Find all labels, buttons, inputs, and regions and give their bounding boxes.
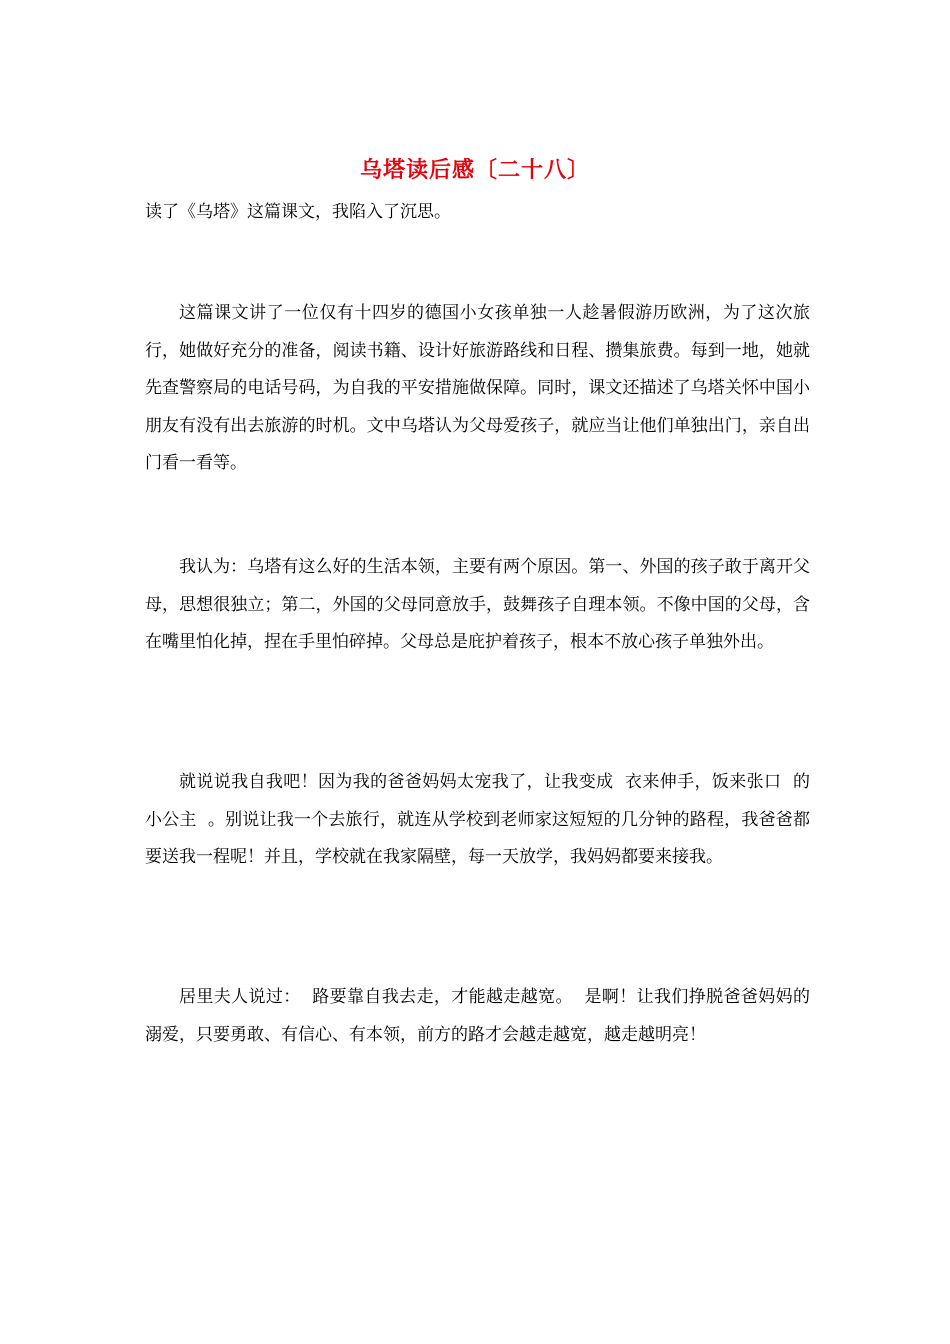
paragraph-1: 这篇课文讲了一位仅有十四岁的德国小女孩单独一人趁暑假游历欧洲，为了这次旅行，她做好充分的准备，阅读书籍、设计好旅游路线和日程、攒集旅费。每到一地，她就先查警察局的电话号码，为自我的平安措施做保障。同时，课文还描述了乌塔关怀中国小朋友有没有出去旅游的时机。文中乌塔认为父母爱孩子，就应当让他们单独出门，亲自出门看一看等。: [145, 303, 810, 473]
paragraph-2: 我认为：乌塔有这么好的生活本领，主要有两个原因。第一、外国的孩子敢于离开父母，思想很独立；第二，外国的父母同意放手，鼓舞孩子自理本领。不像中国的父母，含在嘴里怕化掉，捏在手里怕碎掉。父母总是庇护着孩子，根本不放心孩子单独外出。: [145, 557, 810, 652]
paragraph-3: 就说说我自我吧！因为我的爸爸妈妈太宠我了，让我变成 衣来伸手，饭来张口 的 小公主 。别说让我一个去旅行，就连从学校到老师家这短短的几分钟的路程，我爸爸都要送我一程呢！并且，学校就在我家隔壁，每一天放学，我妈妈都要来接我。: [145, 772, 821, 867]
intro-line: 读了《乌塔》这篇课文，我陷入了沉思。: [145, 202, 451, 222]
document-title: 乌塔读后感〔二十八〕: [359, 157, 590, 183]
paragraph-4: 居里夫人说过： 路要靠自我去走，才能越走越宽。 是啊！让我们挣脱爸爸妈妈的溺爱，只要勇敢、有信心、有本领，前方的路才会越走越宽，越走越明亮！: [145, 987, 810, 1045]
